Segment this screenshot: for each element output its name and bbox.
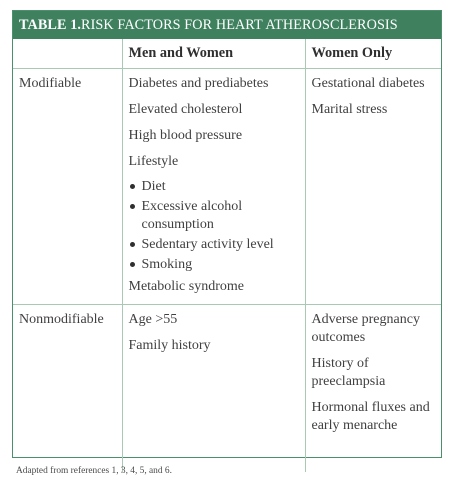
bullet-text: Excessive alcohol consumption xyxy=(141,198,243,232)
table-title xyxy=(13,11,441,39)
bullet-text: Diet xyxy=(141,178,166,194)
header-row xyxy=(13,39,441,68)
list-item: Age >55 xyxy=(128,311,178,327)
table-footnote: Adapted from references 1, 3, 4, 5, and 6. xyxy=(16,466,172,476)
header-men-and-women: Men and Women xyxy=(122,39,305,68)
list-item: Adverse pregnancy outcomes xyxy=(311,311,420,345)
list-item: Elevated cholesterol xyxy=(128,101,243,117)
row-label-nonmodifiable: Nonmodifiable xyxy=(13,304,122,472)
cell-modifiable-women-only xyxy=(305,68,441,304)
list-item: Gestational diabetes xyxy=(311,75,425,91)
lifestyle-bullet-list xyxy=(129,178,299,274)
list-item: High blood pressure xyxy=(128,127,243,143)
bullet-text: Smoking xyxy=(141,256,193,272)
risk-factor-table xyxy=(12,10,442,458)
list-item: Metabolic syndrome xyxy=(128,278,244,294)
list-item: Diabetes and prediabetes xyxy=(128,75,269,91)
cell-modifiable-men-and-women xyxy=(122,68,305,304)
bullet-dot-icon xyxy=(130,184,135,189)
bullet-item xyxy=(129,198,299,234)
row-label-modifiable: Modifiable xyxy=(13,68,122,304)
bullet-dot-icon xyxy=(130,242,135,247)
table-row-modifiable xyxy=(13,68,441,304)
bullet-item xyxy=(129,256,299,274)
list-item: Lifestyle xyxy=(128,153,179,169)
header-empty xyxy=(13,39,122,68)
bullet-item xyxy=(129,236,299,254)
table-title-text: RISK FACTORS FOR HEART ATHEROSCLEROSIS xyxy=(81,16,398,33)
list-item: Hormonal fluxes and early menarche xyxy=(311,399,430,433)
bullet-dot-icon xyxy=(130,204,135,209)
table-grid xyxy=(13,39,441,472)
header-women-only: Women Only xyxy=(305,39,441,68)
bullet-dot-icon xyxy=(130,262,135,267)
table-title-lead: TABLE 1. xyxy=(19,16,82,33)
table-row-nonmodifiable xyxy=(13,304,441,472)
list-item: History of preeclampsia xyxy=(311,355,386,389)
list-item: Family history xyxy=(128,337,211,353)
bullet-item xyxy=(129,178,299,196)
cell-nonmodifiable-men-and-women xyxy=(122,304,305,472)
cell-nonmodifiable-women-only xyxy=(305,304,441,472)
list-item: Marital stress xyxy=(311,101,388,117)
bullet-text: Sedentary activity level xyxy=(141,236,274,252)
